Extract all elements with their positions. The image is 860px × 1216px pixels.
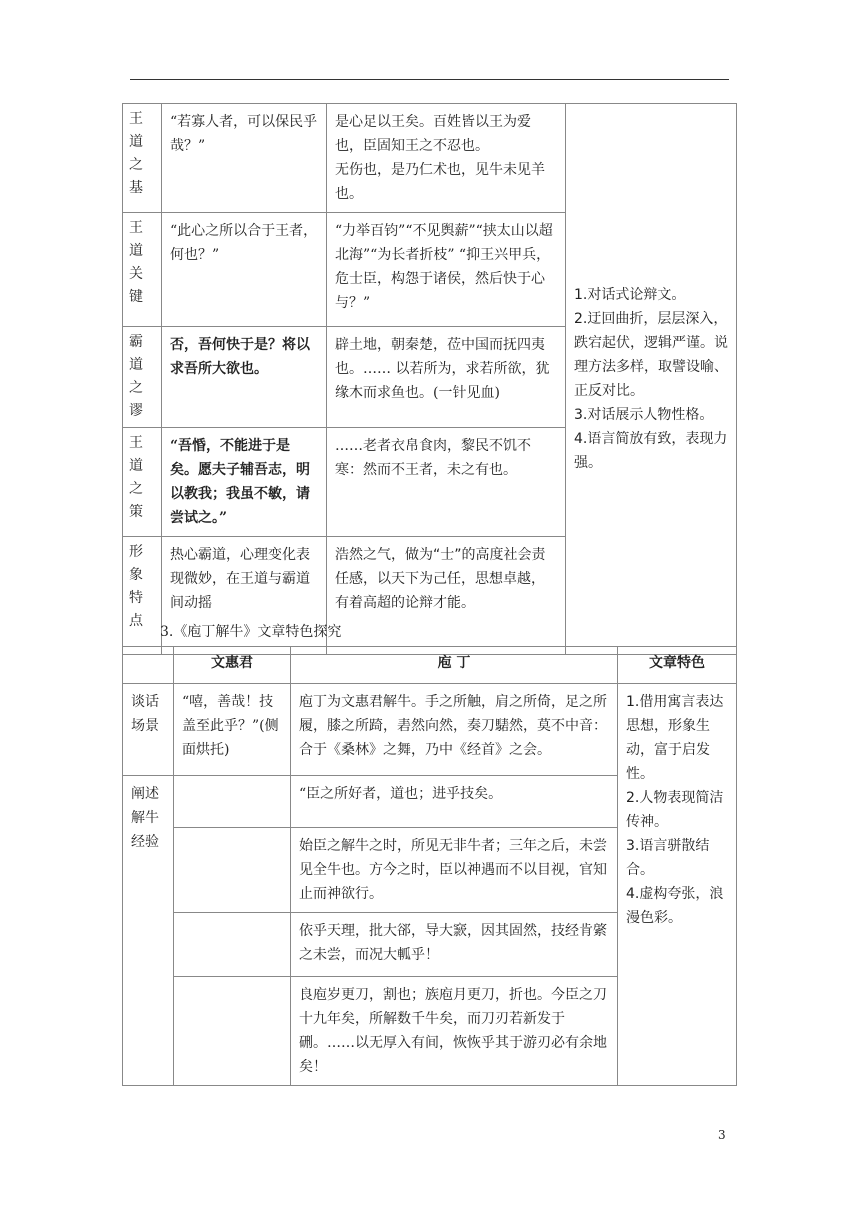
paoding-analysis-table [122, 646, 737, 1086]
paoding-words-cell: 良庖岁更刀，割也；族庖月更刀，折也。今臣之刀十九年矣，所解数千牛矣，而刀刃若新发于硎。……以无厚入有间，恢恢乎其于游刃必有余地矣！ [291, 977, 618, 1086]
wenhui-words-cell [174, 776, 291, 828]
wenhui-words-cell [174, 913, 291, 977]
row-header: 谈话场景 [123, 684, 174, 776]
feature-item: 2.人物表现简洁传神。 [626, 790, 724, 830]
section-title: 3.《庖丁解牛》文章特色探究 [160, 624, 342, 640]
mencius-words-cell: 辟土地，朝秦楚，莅中国而抚四夷也。…… 以若所为，求若所欲，犹缘木而求鱼也。(一针见血) [327, 327, 566, 428]
feature-item: 3.对话展示人物性格。 [574, 407, 714, 423]
paoding-words-cell: 依乎天理，批大郤，导大窾，因其固然，技经肯綮之未尝，而况大軱乎！ [291, 913, 618, 977]
feature-item: 4.语言简放有致，表现力强。 [574, 431, 728, 471]
king-words-cell: 否，吾何快于是？将以求吾所大欲也。 [162, 327, 327, 428]
mencius-words-cell: ……老者衣帛食肉，黎民不饥不寒：然而不王者，未之有也。 [327, 428, 566, 537]
table-row [123, 104, 737, 213]
feature-item: 3.语言骈散结合。 [626, 838, 710, 878]
feature-item: 1.对话式论辩文。 [574, 287, 686, 303]
table-header-row [123, 647, 737, 684]
row-header: 王道之策 [123, 428, 162, 537]
wenhui-words-cell [174, 977, 291, 1086]
column-header [123, 647, 174, 684]
page-number: 3 [718, 1128, 726, 1142]
mencius-image-cell: 浩然之气，做为“士”的高度社会责任感，以天下为己任，思想卓越，有着高超的论辩才能。 [327, 537, 566, 655]
article-features-cell [618, 684, 737, 1086]
king-words-cell: “此心之所以合于王者，何也？” [162, 213, 327, 327]
feature-item: 1.借用寓言表达思想，形象生动，富于启发性。 [626, 694, 724, 782]
column-header: 庖 丁 [291, 647, 618, 684]
column-header: 文章特色 [618, 647, 737, 684]
wenhui-words-cell [174, 828, 291, 913]
feature-item: 4.虚构夸张，浪漫色彩。 [626, 886, 724, 926]
king-words-cell: “吾惛，不能进于是矣。愿夫子辅吾志，明以教我；我虽不敏，请尝试之。” [162, 428, 327, 537]
row-header: 形象特点 [123, 537, 162, 655]
mencius-analysis-table [122, 103, 737, 655]
king-words-cell: “若寡人者，可以保民乎哉？” [162, 104, 327, 213]
table-row [123, 684, 737, 776]
row-header: 霸道之谬 [123, 327, 162, 428]
mencius-words-text: 是心足以王矣。百姓皆以王为爱也，臣固知王之不忍也。 [335, 114, 531, 154]
row-header: 阐述解牛经验 [123, 776, 174, 1086]
mencius-words-cell: “力举百钧”“不见舆薪”“挟太山以超北海”“为长者折枝” “抑王兴甲兵，危士臣，构怨于诸侯，然后快于心与？” [327, 213, 566, 327]
mencius-words-cell [327, 104, 566, 213]
row-header: 王道之基 [123, 104, 162, 213]
column-header: 文惠君 [174, 647, 291, 684]
wenhui-words-cell: “嘻，善哉！技盖至此乎？”(侧面烘托) [174, 684, 291, 776]
paoding-words-cell: 始臣之解牛之时，所见无非牛者；三年之后，未尝见全牛也。方今之时，臣以神遇而不以目视，官知止而神欲行。 [291, 828, 618, 913]
mencius-words-text: 无伤也，是乃仁术也，见牛未见羊也。 [335, 162, 545, 202]
header-rule [130, 79, 729, 80]
paoding-words-cell: 庖丁为文惠君解牛。手之所触，肩之所倚，足之所履，膝之所踦，砉然向然，奏刀騞然，莫不中音：合于《桑林》之舞，乃中《经首》之会。 [291, 684, 618, 776]
row-header: 王道关键 [123, 213, 162, 327]
article-features-cell [566, 104, 737, 655]
paoding-words-cell: “臣之所好者，道也；进乎技矣。 [291, 776, 618, 828]
king-image-cell: 热心霸道，心理变化表现微妙，在王道与霸道间动摇 [162, 537, 327, 655]
feature-item: 2.迂回曲折，层层深入，跌宕起伏，逻辑严谨。说理方法多样，取譬设喻、正反对比。 [574, 311, 728, 399]
